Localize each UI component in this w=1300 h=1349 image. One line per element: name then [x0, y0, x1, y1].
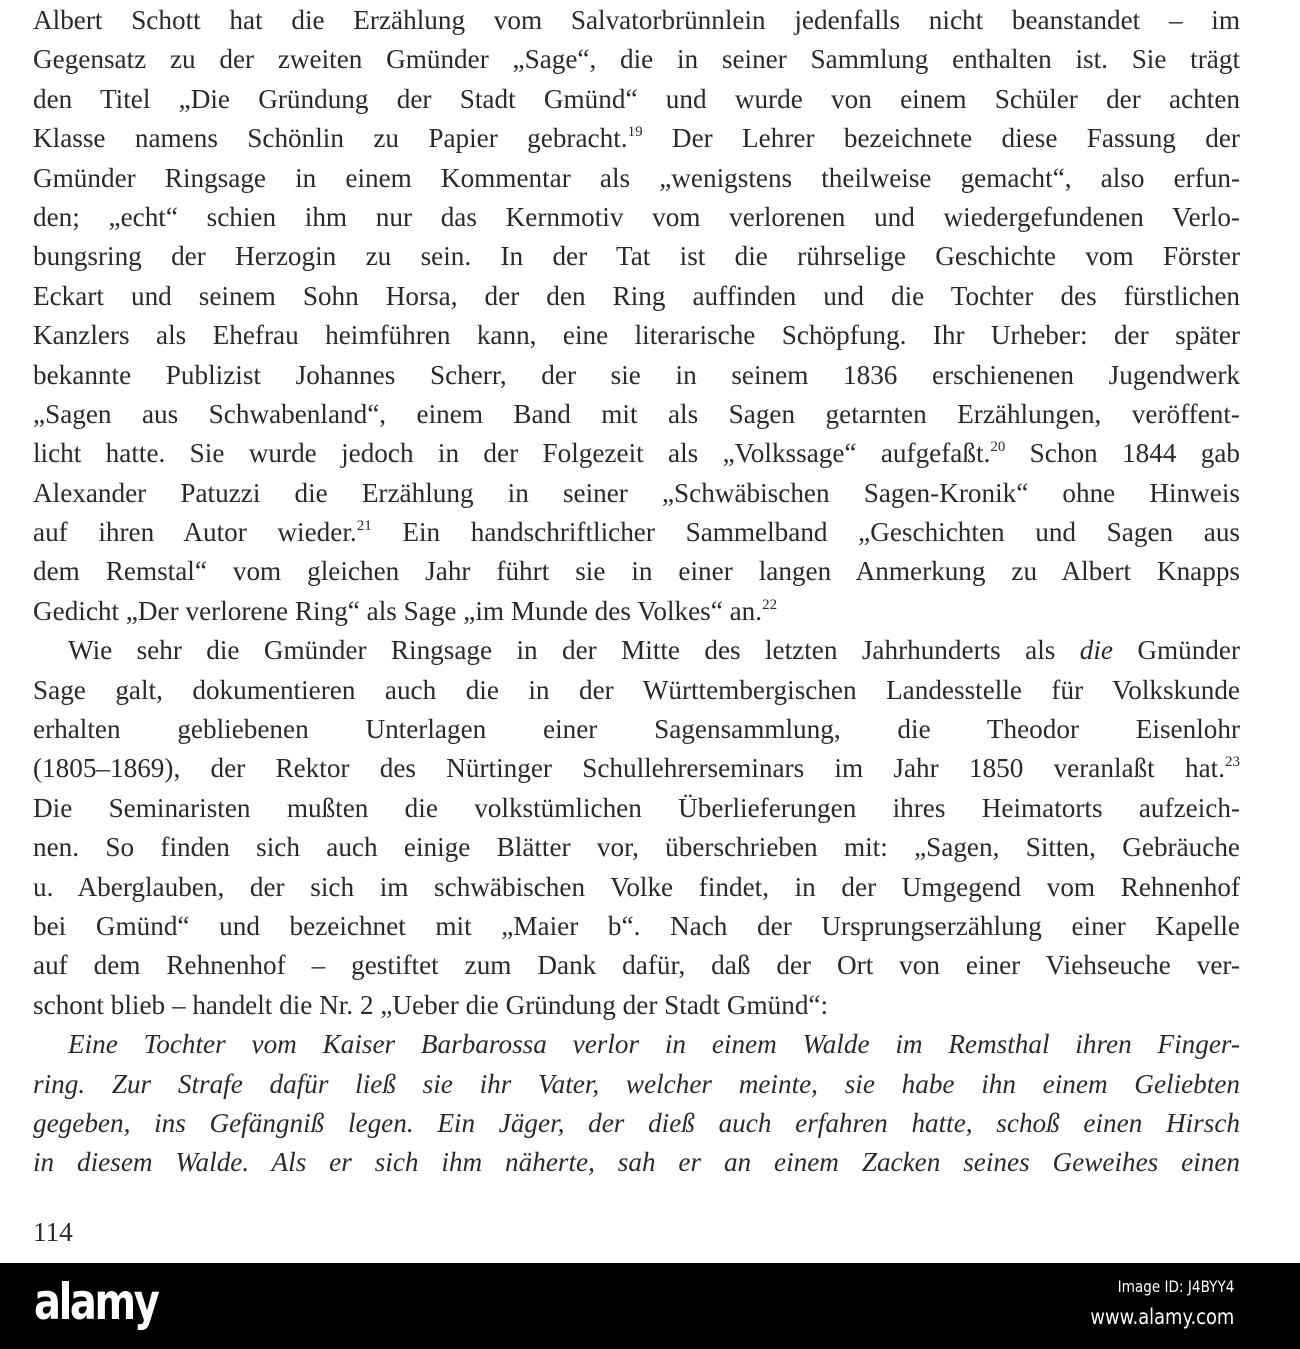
- text-line: [33, 1, 1240, 40]
- watermark-url: www.alamy.com: [1090, 1305, 1234, 1329]
- text-line: [33, 40, 1240, 79]
- text-segment: Sage galt, dokumentieren auch die in der Württembergischen Landesstelle für Volkskunde: [33, 674, 1240, 705]
- text-line: [33, 119, 1240, 158]
- text-segment: Wie sehr die Gmünder Ringsage in der Mitte des letzten Jahrhunderts als: [68, 635, 1080, 666]
- text-line: [33, 671, 1240, 710]
- page-number: 114: [33, 1217, 73, 1247]
- text-line: [33, 1065, 1240, 1104]
- text-line: [33, 631, 1240, 670]
- text-line: [33, 1143, 1240, 1182]
- text-line: [33, 198, 1240, 237]
- text-segment: Gmünder: [1112, 635, 1241, 666]
- text-line: [33, 513, 1240, 552]
- text-segment: Schon 1844 gab: [1005, 438, 1240, 469]
- text-line: [33, 907, 1240, 946]
- text-segment: Albert Schott hat die Erzählung vom Salvatorbrünnlein jedenfalls nicht beanstandet – im: [33, 5, 1240, 35]
- text-segment: ring. Zur Strafe dafür ließ sie ihr Vater, welcher meinte, sie habe ihn einem Geliebten: [33, 1068, 1240, 1099]
- text-line: [33, 474, 1240, 513]
- text-line: [33, 1025, 1240, 1064]
- footnote-ref: 22: [762, 596, 778, 613]
- text-segment: erhalten gebliebenen Unterlagen einer Sagensammlung, die Theodor Eisenlohr: [33, 714, 1240, 745]
- text-line: [33, 237, 1240, 276]
- text-segment: licht hatte. Sie wurde jedoch in der Folgezeit als „Volkssage“ aufgefaßt.: [33, 438, 991, 469]
- text-segment: dem Remstal“ vom gleichen Jahr führt sie in einer langen Anmerkung zu Albert Knapps: [33, 556, 1240, 587]
- text-line: [33, 710, 1240, 749]
- text-line: [33, 356, 1240, 395]
- footnote-ref: 20: [990, 439, 1006, 456]
- image-id-label: Image ID: J4BYY4: [1117, 1277, 1234, 1296]
- text-segment: Klasse namens Schönlin zu Papier gebracht.: [33, 123, 628, 154]
- text-line: [33, 80, 1240, 119]
- text-segment: Die Seminaristen mußten die volkstümlichen Überlieferungen ihres Heimatorts aufzeich-: [33, 792, 1240, 823]
- text-segment: bekannte Publizist Johannes Scherr, der sie in seinem 1836 erschienenen Jugendwerk: [33, 359, 1240, 390]
- text-segment: schont blieb – handelt die Nr. 2 „Ueber die Gründung der Stadt Gmünd“:: [33, 989, 829, 1020]
- text-line: [33, 434, 1240, 473]
- text-line: [33, 395, 1240, 434]
- text-segment: Alexander Patuzzi die Erzählung in seiner „Schwäbischen Sagen-Kronik“ ohne Hinweis: [33, 477, 1240, 508]
- text-segment: bungsring der Herzogin zu sein. In der Tat ist die rührselige Geschichte vom Förster: [33, 241, 1240, 272]
- text-line: [33, 868, 1240, 907]
- text-segment: gegeben, ins Gefängniß legen. Ein Jäger, der dieß auch erfahren hatte, schoß einen Hirsch: [33, 1107, 1240, 1138]
- text-segment: bei Gmünd“ und bezeichnet mit „Maier b“. Nach der Ursprungserzählung einer Kapelle: [33, 910, 1240, 941]
- text-segment: Kanzlers als Ehefrau heimführen kann, eine literarische Schöpfung. Ihr Urheber: der später: [33, 320, 1240, 351]
- alamy-logo: alamy: [34, 1273, 158, 1331]
- text-segment: Eckart und seinem Sohn Horsa, der den Ring auffinden und die Tochter des fürstlichen: [33, 280, 1240, 311]
- footnote-ref: 19: [627, 124, 643, 141]
- text-line: [33, 789, 1240, 828]
- page-body: [33, 1, 1240, 1183]
- text-segment: Gegensatz zu der zweiten Gmünder „Sage“, die in seiner Sammlung enthalten ist. Sie trägt: [33, 44, 1240, 75]
- watermark-bar: [0, 1263, 1300, 1349]
- text-segment: nen. So finden sich auch einige Blätter vor, überschrieben mit: „Sagen, Sitten, Gebräuche: [33, 832, 1240, 863]
- text-segment: in diesem Walde. Als er sich ihm näherte, sah er an einem Zacken seines Geweihes einen: [33, 1147, 1240, 1178]
- text-segment: u. Aberglauben, der sich im schwäbischen Volke findet, in der Umgegend vom Rehnenhof: [33, 871, 1240, 902]
- text-segment: Der Lehrer bezeichnete diese Fassung der: [642, 123, 1240, 154]
- text-segment: den; „echt“ schien ihm nur das Kernmotiv vom verlorenen und wiedergefundenen Verlo-: [33, 201, 1240, 232]
- footnote-ref: 23: [1225, 754, 1240, 771]
- text-line: [33, 1104, 1240, 1143]
- emphasis-text: die: [1079, 635, 1113, 666]
- text-line: [33, 828, 1240, 867]
- text-line: [33, 552, 1240, 591]
- text-line: [33, 986, 1240, 1025]
- text-segment: Gedicht „Der verlorene Ring“ als Sage „im Munde des Volkes“ an.: [33, 595, 763, 626]
- text-line: [33, 592, 1240, 631]
- text-segment: (1805–1869), der Rektor des Nürtinger Schullehrerseminars im Jahr 1850 veranlaßt hat.: [33, 753, 1225, 784]
- paragraph: [33, 631, 1240, 1025]
- text-line: [33, 316, 1240, 355]
- text-segment: auf dem Rehnenhof – gestiftet zum Dank dafür, daß der Ort von einer Viehseuche ver-: [33, 950, 1240, 981]
- paragraph: [33, 1, 1240, 631]
- text-segment: auf ihren Autor wieder.: [33, 517, 357, 548]
- text-segment: Eine Tochter vom Kaiser Barbarossa verlor in einem Walde im Remsthal ihren Finger-: [68, 1029, 1240, 1060]
- footnote-ref: 21: [356, 518, 372, 535]
- text-line: [33, 749, 1240, 788]
- text-segment: „Sagen aus Schwabenland“, einem Band mit als Sagen getarnten Erzählungen, veröffent-: [33, 398, 1240, 429]
- text-line: [33, 946, 1240, 985]
- text-segment: Gmünder Ringsage in einem Kommentar als „wenigstens theilweise gemacht“, also erfun-: [33, 162, 1240, 193]
- text-line: [33, 159, 1240, 198]
- text-line: [33, 277, 1240, 316]
- quoted-legend-paragraph: [33, 1025, 1240, 1183]
- text-segment: den Titel „Die Gründung der Stadt Gmünd“ und wurde von einem Schüler der achten: [33, 83, 1240, 114]
- text-segment: Ein handschriftlicher Sammelband „Geschichten und Sagen aus: [371, 517, 1240, 548]
